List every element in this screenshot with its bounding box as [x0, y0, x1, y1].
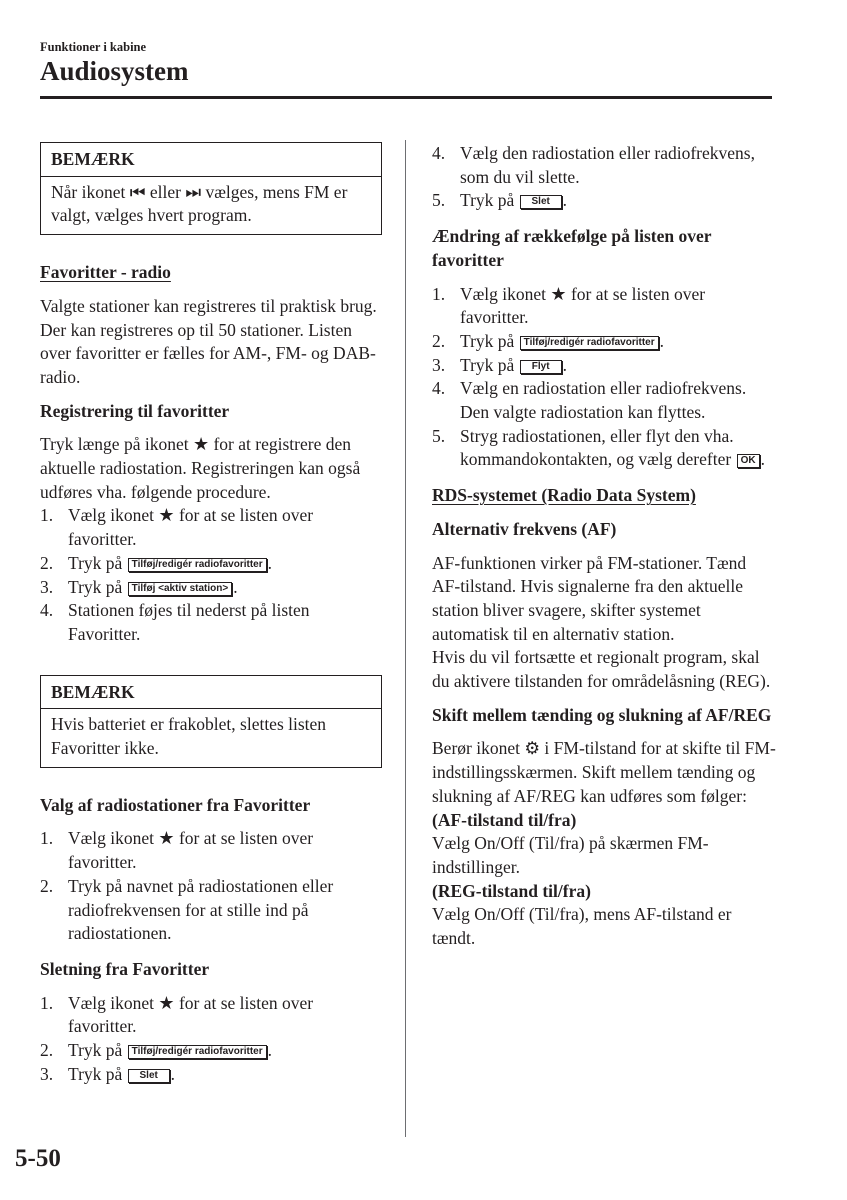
paragraph: Vælg On/Off (Til/fra), mens AF-tilstand er tændt.	[432, 904, 732, 949]
list-item: 3. Tryk på Slet .	[40, 1063, 176, 1084]
section-heading-favorites: Favoritter - radio	[40, 262, 171, 283]
delete-button[interactable]: Slet	[520, 195, 562, 209]
add-edit-favorites-button[interactable]: Tilføj/redigér radiofavoritter	[520, 336, 659, 350]
page-number: 5-50	[15, 1145, 61, 1172]
star-icon: ★	[192, 434, 210, 455]
right-column	[432, 142, 777, 951]
note-box	[40, 675, 382, 768]
note-text: Når ikonet ⏮ eller ⏭ vælges, mens FM er valgt, vælges hvert program.	[51, 181, 348, 226]
paragraph: Berør ikonet ⚙ i FM-tilstand for at skifte til FM-indstillingsskærmen. Skift mellem tænding og slukning af AF/REG kan udføres som følger:	[432, 738, 776, 806]
list-item: 4. Stationen føjes til nederst på listen Favoritter.	[40, 600, 310, 644]
subheading-reg-mode: (REG-tilstand til/fra)	[432, 880, 591, 901]
star-icon: ★	[158, 828, 175, 849]
subheading-reorder: Ændring af rækkefølge på listen over favoritter	[432, 226, 712, 270]
star-icon: ★	[158, 505, 175, 526]
paragraph: AF-funktionen virker på FM-stationer. Tænd AF-tilstand. Hvis signalerne fra den aktuelle station bliver svagere, skifter systemet automatisk til en alternativ station.	[432, 552, 747, 644]
note-heading: BEMÆRK	[41, 676, 381, 710]
subheading-delete: Sletning fra Favoritter	[40, 958, 210, 979]
star-icon: ★	[158, 992, 175, 1013]
list-item: 4. Vælg den radiostation eller radiofrekvens, som du vil slette.	[432, 143, 755, 187]
left-column	[40, 142, 382, 1099]
list-item: 1. Vælg ikonet ★ for at se listen over favoritter.	[40, 992, 314, 1037]
register-steps	[40, 504, 382, 646]
star-icon: ★	[550, 283, 567, 304]
list-item: 1. Vælg ikonet ★ for at se listen over favoritter.	[40, 828, 314, 873]
subheading-af: Alternativ frekvens (AF)	[432, 518, 617, 539]
delete-button[interactable]: Slet	[128, 1069, 170, 1083]
previous-track-icon: ⏮	[129, 181, 146, 202]
list-item: 5. Stryg radiostationen, eller flyt den vha. kommandokontakten, og vælg derefter OK .	[432, 425, 765, 470]
delete-steps-continued	[432, 142, 777, 213]
note-text: Hvis batteriet er frakoblet, slettes listen Favoritter ikke.	[51, 714, 327, 759]
next-track-icon: ⏭	[185, 181, 202, 202]
list-item: 2. Tryk på Tilføj/redigér radiofavoritter .	[40, 1040, 272, 1061]
list-item: 2. Tryk på Tilføj/redigér radiofavoritter .	[432, 330, 664, 351]
list-item: 5. Tryk på Slet .	[432, 190, 568, 211]
page-title: Audiosystem	[40, 56, 189, 86]
title-rule	[40, 96, 772, 99]
section-kicker: Funktioner i kabine	[40, 40, 147, 54]
subheading-select: Valg af radiostationer fra Favoritter	[40, 794, 311, 815]
list-item: 3. Tryk på Flyt .	[432, 354, 568, 375]
section-heading-rds: RDS-systemet (Radio Data System)	[432, 485, 696, 506]
subheading-af-mode: (AF-tilstand til/fra)	[432, 809, 577, 830]
move-button[interactable]: Flyt	[520, 360, 562, 374]
gear-icon: ⚙	[524, 738, 541, 759]
ok-button[interactable]: OK	[737, 454, 760, 468]
note-heading: BEMÆRK	[41, 143, 381, 177]
subheading-switch-af-reg: Skift mellem tænding og slukning af AF/REG	[432, 704, 772, 725]
reorder-steps	[432, 283, 777, 473]
paragraph: Tryk længe på ikonet ★ for at registrere den aktuelle radiostation. Registreringen kan også udføres vha. følgende procedure.	[40, 434, 361, 502]
note-box	[40, 142, 382, 235]
paragraph: Hvis du vil fortsætte et regionalt program, skal du aktivere tilstanden for områdelåsning (REG).	[432, 647, 771, 692]
list-item: 2. Tryk på Tilføj/redigér radiofavoritter .	[40, 552, 272, 573]
list-item: 2. Tryk på navnet på radiostationen eller radiofrekvensen for at stille ind på radiostationen.	[40, 875, 334, 944]
list-item: 1. Vælg ikonet ★ for at se listen over favoritter.	[432, 283, 706, 328]
column-divider	[405, 140, 406, 1137]
paragraph: Valgte stationer kan registreres til praktisk brug. Der kan registreres op til 50 stationer. Listen over favoritter er fælles for AM-, FM- og DAB-radio.	[40, 295, 377, 387]
subheading-register: Registrering til favoritter	[40, 400, 230, 421]
delete-steps	[40, 992, 382, 1087]
list-item: 4. Vælg en radiostation eller radiofrekvens. Den valgte radiostation kan flyttes.	[432, 378, 747, 423]
add-active-station-button[interactable]: Tilføj <aktiv station>	[128, 582, 233, 596]
list-item: 3. Tryk på Tilføj <aktiv station> .	[40, 576, 238, 597]
paragraph: Vælg On/Off (Til/fra) på skærmen FM-indstillinger.	[432, 833, 709, 877]
add-edit-favorites-button[interactable]: Tilføj/redigér radiofavoritter	[128, 558, 267, 572]
add-edit-favorites-button[interactable]: Tilføj/redigér radiofavoritter	[128, 1045, 267, 1059]
list-item: 1. Vælg ikonet ★ for at se listen over favoritter.	[40, 505, 314, 550]
select-steps	[40, 827, 382, 946]
